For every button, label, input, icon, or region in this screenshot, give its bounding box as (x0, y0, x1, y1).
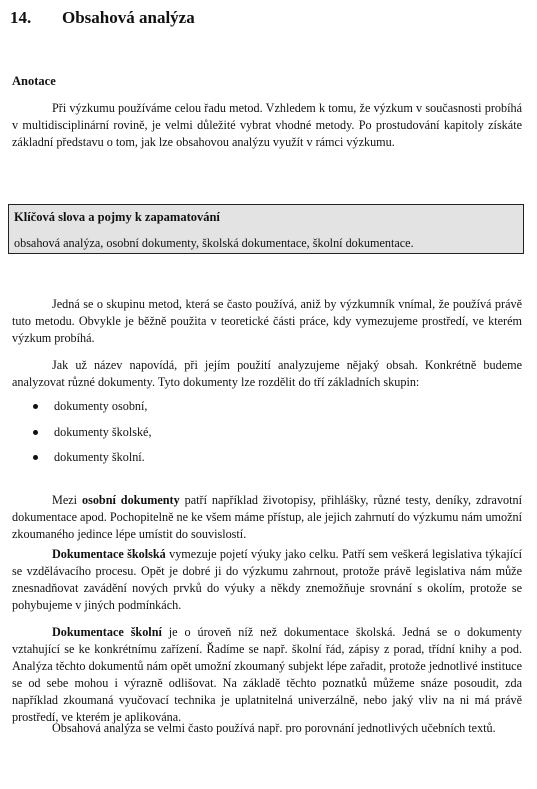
term-school-system-documentation: Dokumentace školská (52, 547, 166, 561)
keywords-box (8, 204, 524, 254)
keywords-text: obsahová analýza, osobní dokumenty, školská dokumentace, školní dokumentace. (14, 236, 414, 250)
paragraph-body: vymezuje pojetí výuky jako celku. Patří sem veškerá legislativa týkající se vzdělávacího procesu. Opět je dobré ji do výzkumu zahrnout, protože právě legislativa nám může znesnadňovat zavádění nových prvků do výuky a někdy znemožňuje srovnání s okolím, protože se pohybujeme v jiných podmínkách. (12, 547, 522, 612)
paragraph-lead: Mezi (52, 493, 82, 507)
paragraph-intro: Jedná se o skupinu metod, která se často používá, aniž by výzkumník vnímal, že používá právě tuto metodu. Obvykle je běžně použita v teoretické části práce, kdy vymezujeme prostředí, ve kterém výzkum probíhá. (12, 297, 522, 345)
paragraph-personal-documents (12, 492, 522, 543)
term-personal-documents: osobní dokumenty (81, 493, 180, 507)
list-item: dokumenty školní. (30, 449, 152, 475)
paragraph-document-groups: Jak už název napovídá, při jejím použití analyzujeme nějaký obsah. Konkrétně budeme analyzovat různé dokumenty. Tyto dokumenty lze rozdělit do tří základních skupin: (12, 358, 522, 389)
keywords-title: Klíčová slova a pojmy k zapamatování (14, 210, 220, 224)
paragraph-conclusion: Obsahová analýza se velmi často používá např. pro porovnání jednotlivých učebních textů. (52, 721, 496, 735)
paragraph-school-system-documentation (12, 546, 522, 614)
list-item: dokumenty školské, (30, 424, 152, 450)
chapter-title: Obsahová analýza (62, 8, 195, 27)
chapter-number: 14. (10, 8, 32, 27)
term-school-documentation: Dokumentace školní (52, 625, 162, 639)
paragraph-body: patří například životopisy, přihlášky, různé testy, deníky, zdravotní dokumentace apod. Pochopitelně ne ke všem máme přístup, ale jejich zahrnutí do výzkumu nám umožní zkoumaného jedince lépe umístit do souvislostí. (12, 493, 522, 541)
annotation-text: Při výzkumu používáme celou řadu metod. Vzhledem k tomu, že výzkum v současnosti probíhá v multidisciplinární rovině, je velmi důležité vybrat vhodné metody. Po prostudování kapitoly získáte základní představu o tom, jak lze obsahovou analýzu využít v rámci výzkumu. (12, 101, 522, 149)
document-type-list (30, 398, 152, 475)
paragraph-body: je o úroveň níž než dokumentace školská. Jedná se o dokumenty vztahující se ke konkrétnímu zařízení. Řadíme se např. školní řád, zápisy z porad, třídní knihy a pod. Analýza těchto dokumentů nám opět umožní zkoumaný subjekt lépe zařadit, protože jednotlivé instituce se od sebe mohou i výrazně odlišovat. Na základě těchto poznatků můžeme snáze posoudit, zda například zkoumaná vyučovací technika je uplatnitelná univerzálně, nebo jaký vliv na ni má právě prostředí, ve kterém je aplikována. (12, 625, 522, 724)
chapter-heading (10, 8, 195, 28)
paragraph-school-documentation (12, 624, 522, 726)
annotation-heading: Anotace (12, 74, 56, 88)
list-item: dokumenty osobní, (30, 398, 152, 424)
